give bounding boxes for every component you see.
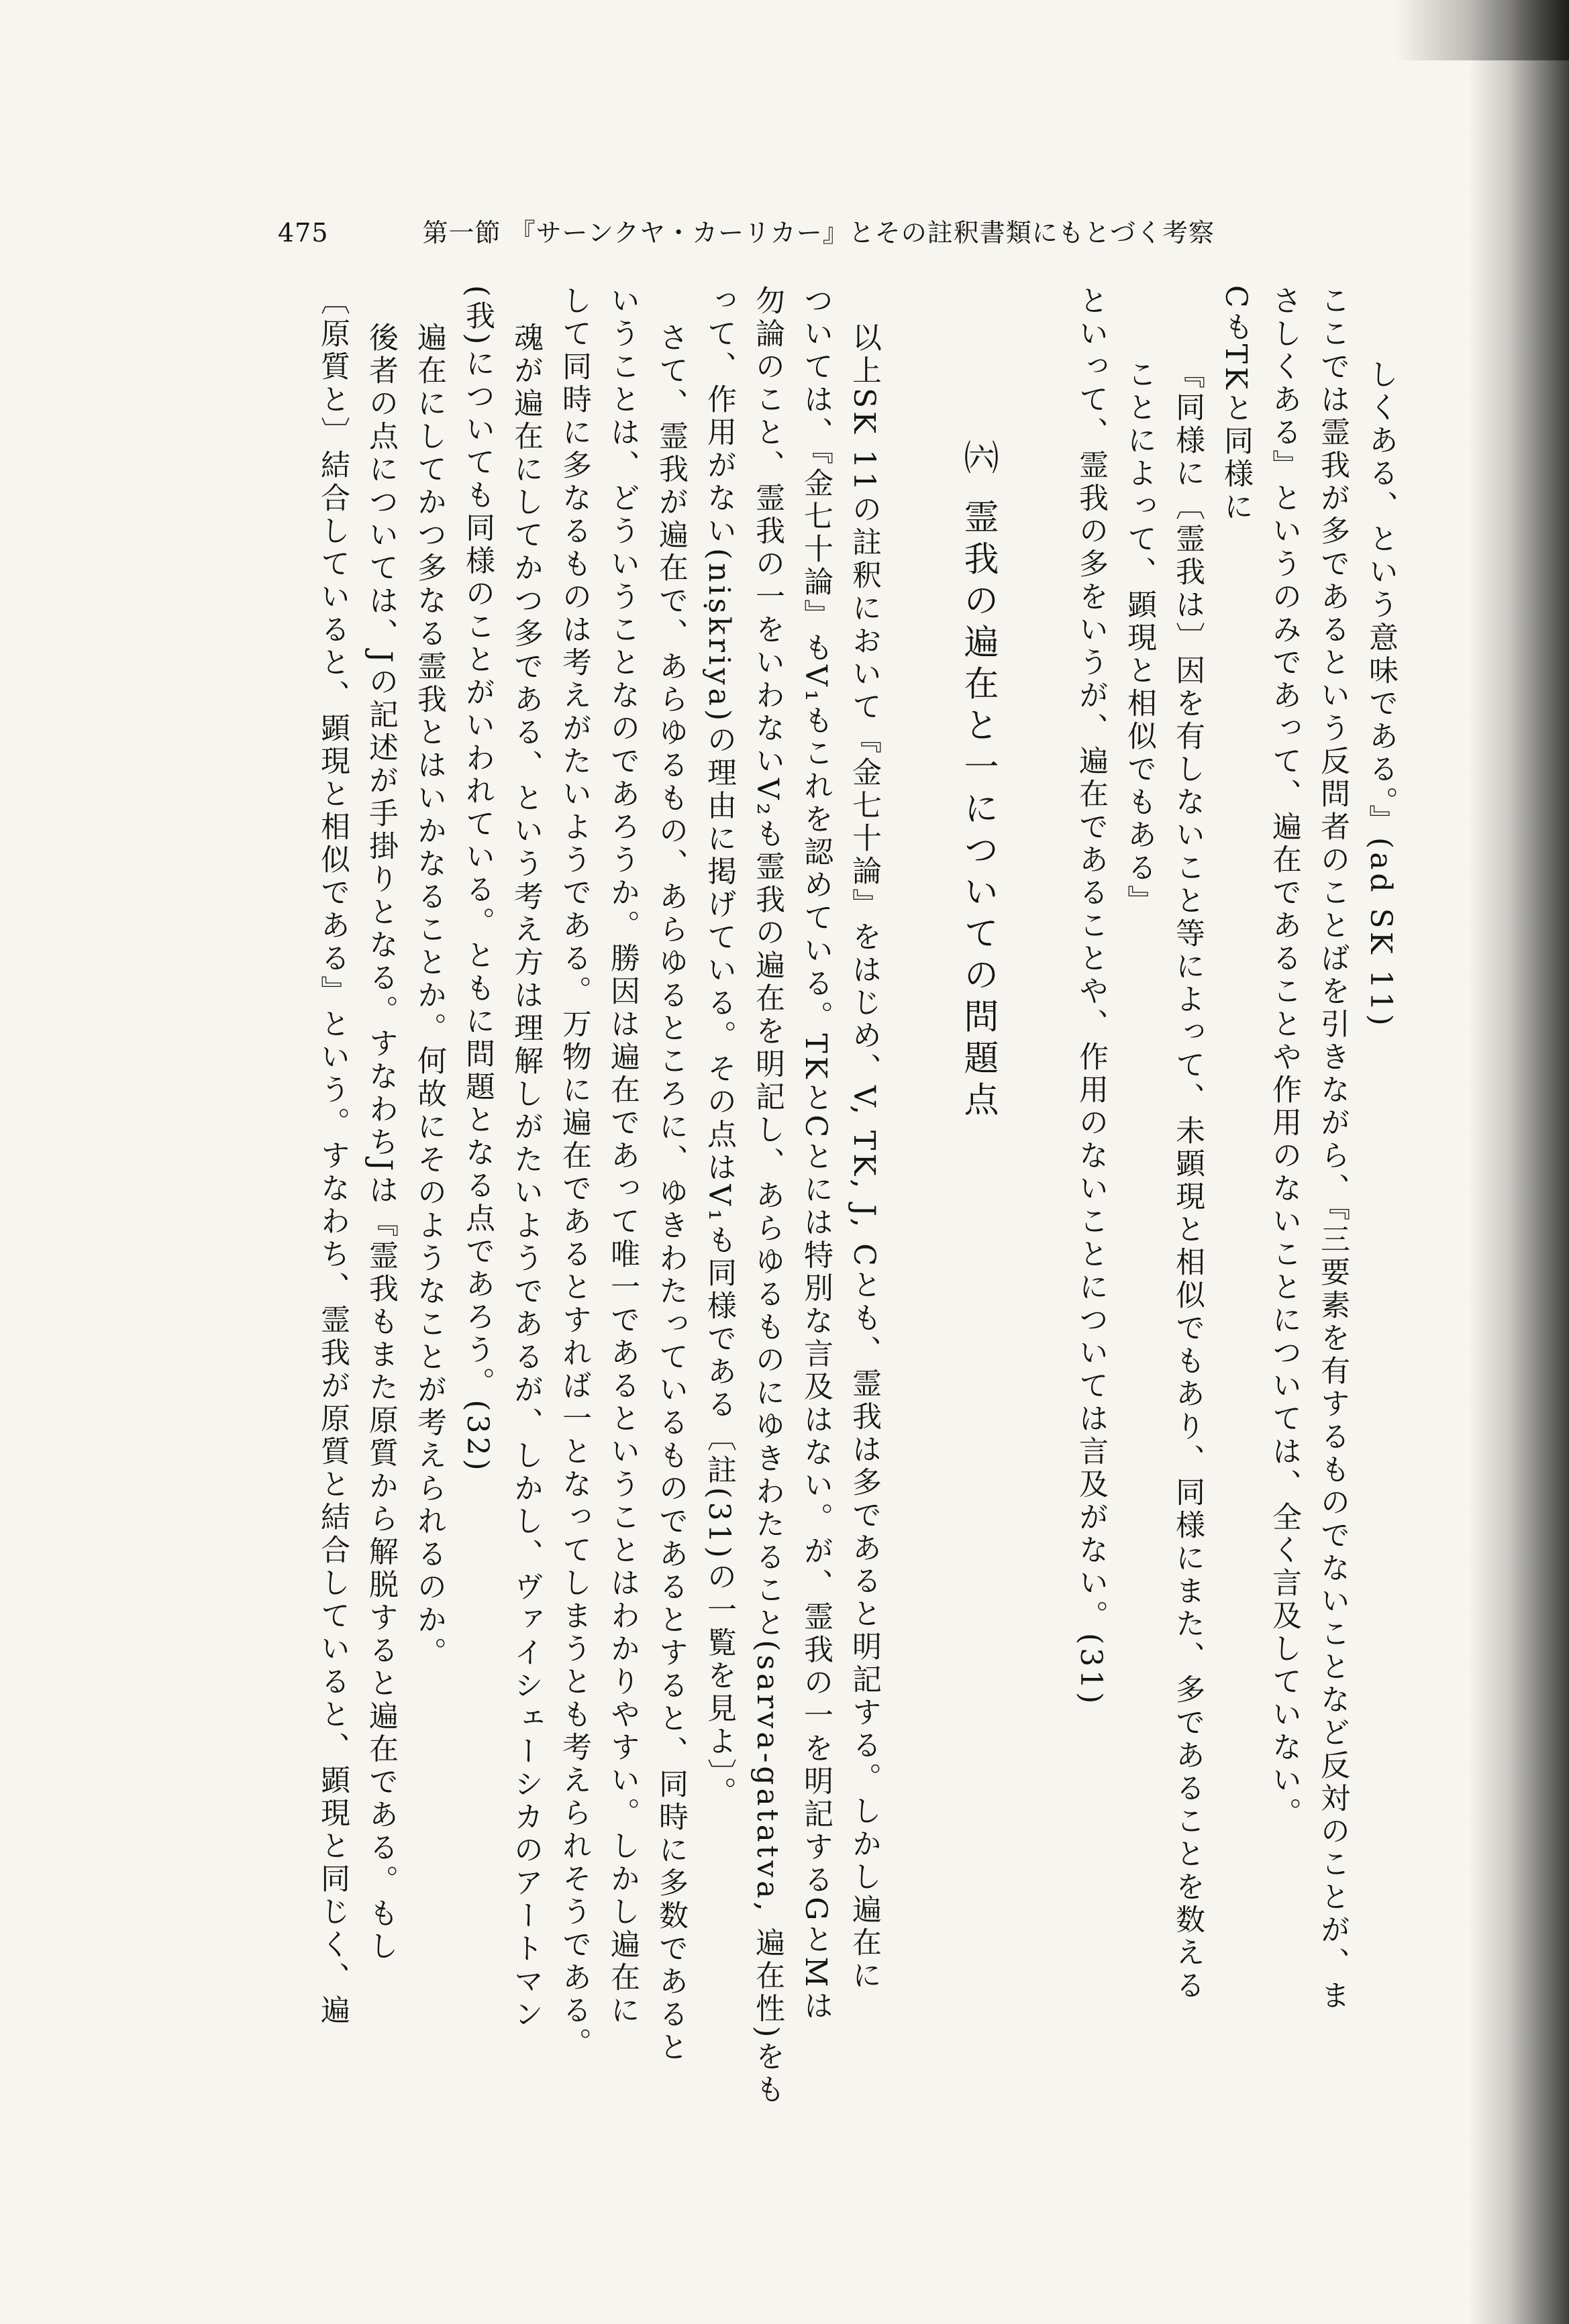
text-column-20: 遍在にしてかつ多なる霊我とはいかなることか。何故にそのようなことが考えられるのか。 [412, 322, 446, 1670]
vertical-text-body [220, 285, 1401, 2123]
text-column-2: ここでは霊我が多であるという反問者のことばを引きながら、『三要素を有するものでないことなど反対のことが、ま [1315, 285, 1350, 2013]
text-column-5: 『同様に〔霊我は〕因を有しないこと等によって、未顕現と相似でもあり、同様にまた、多であることを数える [1170, 359, 1205, 2003]
text-column-14: って、作用がない(niṣkriya)の理由に掲げている。その点はV₁も同様である〔註(31)の一覧を見よ〕。 [702, 285, 736, 1809]
scan-corner-shadow [1395, 0, 1569, 60]
text-column-11: 以上SK 11の註釈において『金七十論』をはじめ、V, TK, J, Cとも、霊我は多であると明記する。しかし遍在に [847, 322, 881, 1993]
running-header [278, 212, 1215, 249]
scan-edge-shadow [1468, 0, 1569, 2324]
text-column-7: といって、霊我の多をいうが、遍在であることや、作用のないことについては言及がない。(31) [1074, 285, 1108, 1707]
running-title: 第一節 『サーンクヤ・カーリカー』とその註釈書類にもとづく考察 [422, 218, 1215, 248]
page-number: 475 [278, 218, 329, 248]
text-column-17: して同時に多なるものは考えがたいようである。万物に遍在であるとすれば一となってしまうとも考えられそうである。 [557, 285, 591, 2060]
text-column-18: 魂が遍在にしてかつ多である、という考え方は理解しがたいようであるが、しかし、ヴァイシェーシカのアートマン [509, 322, 543, 2031]
text-column-12: ついては、『金七十論』もV₁もこれを認めている。TKとCとには特別な言及はない。が、霊我の一を明記するGとMは [799, 285, 833, 2023]
text-column-4: CもTKと同様に [1219, 285, 1253, 524]
text-column-13: 勿論のこと、霊我の一をいわないV₂も霊我の遍在を明記し、あらゆるものにゆきわたること(sarva-gatatva, 遍在性)をも [750, 285, 784, 2107]
text-column-21: 後者の点については、Jの記述が手掛りとなる。すなわちJは『霊我もまた原質から解脱すると遍在である。もし [364, 322, 398, 1964]
text-column-6: ことによって、顕現と相似でもある』 [1122, 359, 1156, 918]
text-column-19: (我)についても同様のことがいわれている。ともに問題となる点であろう。(32) [460, 285, 495, 1474]
text-column-15: さて、霊我が遍在で、あらゆるもの、あらゆるところに、ゆきわたっているものであるとすると、同時に多数であると [654, 322, 688, 2064]
text-column-16: いうことは、どういうことなのであろうか。勝因は遍在であって唯一であるということはわかりやすい。しかし遍在に [605, 285, 640, 2027]
text-column-3: さしくある』というのみであって、遍在であることや作用のないことについては、全く言及していない。 [1267, 285, 1301, 1830]
text-column-22: 〔原質と〕結合していると、顕現と相似である』という。すなわち、霊我が原質と結合していると、顕現と同じく、遍 [315, 285, 350, 2027]
section-heading: ㈥ 霊我の遍在と一についての問題点 [958, 439, 998, 1123]
text-column-1: しくある、という意味である。』(ad SK 11) [1364, 359, 1398, 1029]
